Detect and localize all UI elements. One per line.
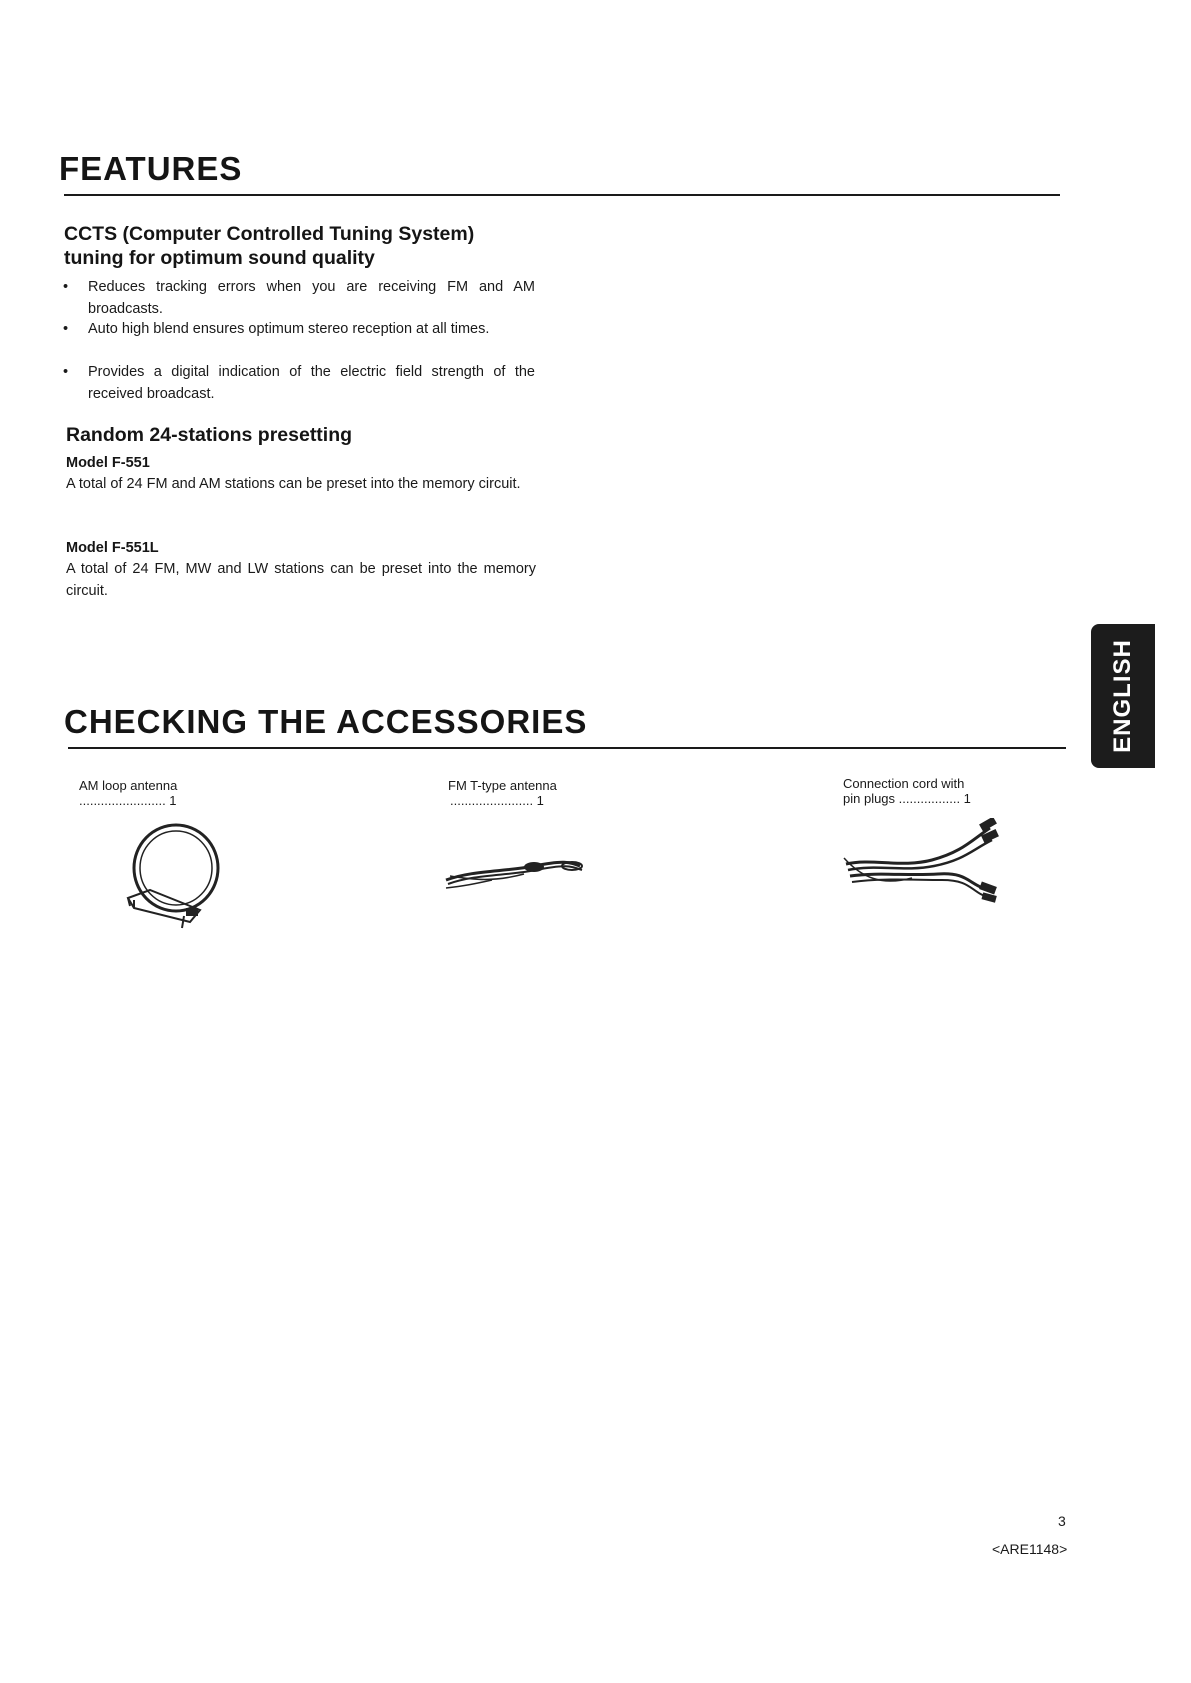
- model-f551-text: A total of 24 FM and AM stations can be preset into the memory circuit.: [66, 476, 521, 492]
- language-tab: [1091, 624, 1155, 768]
- accessory-connection-cord-name-line1: Connection cord with: [843, 776, 965, 791]
- features-rule: [64, 194, 1060, 196]
- ccts-bullet-1-text: Reduces tracking errors when you are receiving FM and AM broadcasts.: [88, 279, 535, 317]
- am-loop-antenna-icon: [120, 820, 230, 932]
- accessory-connection-cord-qty: ................. 1: [898, 791, 971, 806]
- ccts-bullet-2-text: Auto high blend ensures optimum stereo reception at all times.: [88, 321, 490, 337]
- accessories-title: CHECKING THE ACCESSORIES: [64, 703, 588, 740]
- model-f551-label: Model F-551: [66, 455, 150, 471]
- accessory-fm-t-type-antenna-qty: ....................... 1: [450, 793, 544, 808]
- accessory-fm-t-type-antenna-name: FM T-type antenna: [448, 778, 557, 793]
- presetting-heading: Random 24-stations presetting: [66, 424, 353, 446]
- accessory-am-loop-antenna-name: AM loop antenna: [79, 778, 178, 793]
- accessories-rule: [68, 747, 1066, 749]
- model-f551l-label: Model F-551L: [66, 540, 159, 556]
- features-title: FEATURES: [59, 150, 243, 187]
- connection-cord-icon: [842, 818, 1002, 904]
- ccts-bullet-1: • Reduces tracking errors when you are receiving FM and AM broadcasts.: [63, 276, 535, 320]
- accessory-am-loop-antenna-qty: ........................ 1: [79, 793, 177, 808]
- accessory-connection-cord-name-line2: pin plugs: [843, 791, 896, 806]
- ccts-bullet-2: • Auto high blend ensures optimum stereo reception at all times.: [63, 318, 535, 340]
- fm-t-type-antenna-icon: [444, 850, 584, 894]
- page-number: 3: [1058, 1513, 1066, 1529]
- ccts-heading-line2: tuning for optimum sound quality: [64, 247, 375, 269]
- ccts-heading-line1: CCTS (Computer Controlled Tuning System): [64, 223, 475, 245]
- language-tab-label: ENGLISH: [1109, 639, 1136, 753]
- model-f551l-text: A total of 24 FM, MW and LW stations can be preset into the memory circuit.: [66, 561, 536, 599]
- accessory-connection-cord-line2: [843, 791, 971, 806]
- document-code: <ARE1148>: [992, 1541, 1068, 1557]
- ccts-bullet-3: • Provides a digital indication of the electric field strength of the received broadcast.: [63, 361, 535, 405]
- ccts-bullet-3-text: Provides a digital indication of the electric field strength of the received broadcast.: [88, 364, 535, 402]
